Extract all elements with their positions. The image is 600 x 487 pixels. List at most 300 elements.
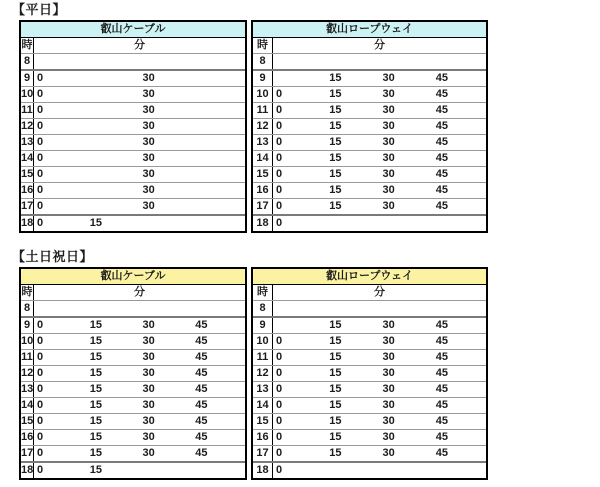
table-body: [21, 301, 245, 478]
minute-cell: 15: [329, 367, 342, 379]
minute-cells: [273, 87, 486, 102]
minute-cell: 45: [435, 335, 448, 347]
minute-cell: 45: [435, 367, 448, 379]
timetable-row-hour-18: [21, 216, 245, 231]
minute-cell: 0: [276, 184, 283, 196]
minute-cell: [87, 87, 140, 102]
minute-cell: 45: [435, 184, 448, 196]
hour-cell: 13: [253, 382, 273, 397]
minute-cells: [273, 167, 486, 182]
minute-cell: 15: [329, 88, 342, 100]
table-body: [253, 54, 486, 231]
minute-cell: 30: [382, 447, 395, 459]
minute-cell: [140, 463, 193, 478]
hour-cell: 10: [21, 88, 34, 100]
minute-cell: [273, 318, 326, 333]
minute-cell: [273, 54, 326, 69]
minute-cell: 30: [382, 168, 395, 180]
minute-cell: 0: [37, 184, 44, 196]
timetable-row-hour-16: [253, 183, 486, 199]
hour-cell: 9: [253, 318, 273, 333]
minute-cell: 30: [142, 319, 155, 331]
section-title-weekday: 【平日】: [12, 2, 67, 17]
table-subheader: [21, 285, 245, 301]
minute-cell: 30: [142, 152, 155, 164]
minute-cells: [34, 430, 245, 445]
hour-cell: 11: [21, 104, 33, 116]
table-title-eizan-ropeway: 叡山ロープウェイ: [253, 269, 486, 285]
minute-cell: 15: [89, 431, 102, 443]
minute-cell: 15: [329, 152, 342, 164]
minute-cell: [326, 463, 379, 478]
minute-cell: 30: [142, 168, 155, 180]
weekday-eizan-ropeway-table: [251, 20, 488, 233]
minute-cell: 15: [329, 72, 342, 84]
minute-cell: 15: [329, 383, 342, 395]
section-weekday: [0, 2, 600, 233]
timetable-row-hour-12: [21, 119, 245, 135]
minute-cell: 0: [276, 335, 283, 347]
minute-cell: [192, 463, 245, 478]
minute-cells: [273, 151, 486, 166]
hour-cell: 12: [21, 120, 34, 132]
minute-cell: 15: [89, 351, 102, 363]
hour-cell: 12: [253, 119, 273, 134]
minute-cell: 45: [435, 104, 448, 116]
minute-cell: 30: [142, 104, 155, 116]
minute-cell: 0: [37, 152, 44, 164]
table-subheader: [253, 38, 486, 54]
minute-cell: [34, 54, 87, 69]
section-holiday: [0, 249, 600, 480]
minute-cell: 0: [37, 351, 44, 363]
hour-cell: 15: [253, 414, 273, 429]
minute-cell: [273, 71, 326, 86]
minute-cells: [34, 414, 245, 429]
table-body: [253, 301, 486, 478]
minute-cell: 45: [435, 399, 448, 411]
minute-cells: [34, 151, 245, 166]
minute-cells: [273, 446, 486, 461]
minute-cells: [273, 366, 486, 381]
hour-cell: 11: [253, 103, 273, 118]
minute-cell: 0: [276, 200, 283, 212]
minute-cell: 0: [276, 415, 283, 427]
minute-cell: [87, 135, 140, 150]
timetable-row-hour-14: [253, 151, 486, 167]
hour-cell: 12: [21, 367, 34, 379]
table-body: [21, 54, 245, 231]
minute-cell: 0: [276, 104, 283, 116]
minute-cell: 0: [37, 217, 44, 229]
minute-cell: 0: [276, 217, 283, 229]
hour-cell: 12: [253, 366, 273, 381]
hour-cell: 16: [253, 183, 273, 198]
table-title-eizan-ropeway: 叡山ロープウェイ: [253, 22, 486, 38]
timetable-row-hour-12: [21, 366, 245, 382]
minute-cell: 30: [382, 136, 395, 148]
timetable-row-hour-9: [21, 318, 245, 334]
minute-cells: [34, 183, 245, 198]
hour-cell: 11: [21, 351, 33, 363]
hour-cell: 14: [253, 151, 273, 166]
weekday-tables: [19, 20, 600, 233]
hour-cell: 8: [21, 54, 34, 69]
minute-cells: [34, 87, 245, 102]
hour-cell: 15: [21, 168, 34, 180]
minute-cells: [34, 301, 245, 316]
minute-cell: [87, 151, 140, 166]
minute-cell: 0: [37, 319, 44, 331]
minute-cell: 15: [329, 447, 342, 459]
timetable-row-hour-10: [253, 87, 486, 103]
minute-column-label: 分: [134, 39, 145, 51]
minute-cell: 30: [142, 367, 155, 379]
timetable-row-hour-16: [253, 430, 486, 446]
minute-cell: 15: [329, 431, 342, 443]
minute-cell: 15: [329, 319, 342, 331]
minute-cell: 15: [89, 447, 102, 459]
minute-cell: 30: [382, 383, 395, 395]
hour-cell: 8: [253, 301, 273, 316]
minute-cell: 0: [276, 120, 283, 132]
timetable-row-hour-15: [253, 414, 486, 430]
minute-cells: [34, 350, 245, 365]
minute-cell: 15: [329, 351, 342, 363]
timetable-row-hour-8: [21, 54, 245, 71]
timetable-row-hour-12: [253, 366, 486, 382]
minute-cell: 15: [329, 136, 342, 148]
hour-cell: 13: [253, 135, 273, 150]
minute-cell: [380, 301, 433, 316]
minute-cell: [380, 54, 433, 69]
timetable-row-hour-9: [253, 318, 486, 334]
timetable-row-hour-17: [21, 199, 245, 216]
minute-cell: 0: [37, 383, 44, 395]
timetable-row-hour-11: [253, 103, 486, 119]
minute-cells: [34, 167, 245, 182]
weekday-eizan-cable-table: [19, 20, 247, 233]
minute-cell: 15: [329, 104, 342, 116]
hour-cell: 10: [21, 335, 34, 347]
minute-cell: [192, 199, 245, 214]
minute-cell: [140, 54, 193, 69]
minute-cell: [140, 216, 193, 231]
minute-cell: 30: [142, 431, 155, 443]
minute-cell: 45: [435, 120, 448, 132]
minute-cell: 30: [382, 335, 395, 347]
minute-cells: [34, 318, 245, 333]
minute-cell: 45: [435, 168, 448, 180]
hour-cell: 18: [253, 463, 273, 478]
holiday-tables: [19, 267, 600, 480]
holiday-eizan-cable-table: [19, 267, 247, 480]
minute-cell: 15: [329, 184, 342, 196]
minute-cell: 30: [382, 367, 395, 379]
minute-cells: [273, 183, 486, 198]
minute-cells: [34, 382, 245, 397]
minute-cell: 45: [435, 447, 448, 459]
minute-cell: 30: [382, 184, 395, 196]
minute-cell: 15: [89, 415, 102, 427]
minute-cell: 30: [142, 184, 155, 196]
timetable-row-hour-17: [253, 199, 486, 216]
hour-cell: 8: [253, 54, 273, 69]
timetable-row-hour-18: [253, 216, 486, 231]
hour-cell: 13: [21, 136, 34, 148]
hour-cell: 18: [21, 217, 34, 229]
minute-cell: [140, 301, 193, 316]
minute-cell: 45: [195, 319, 208, 331]
minute-cell: 0: [37, 367, 44, 379]
minute-cell: [192, 151, 245, 166]
minute-cell: [192, 301, 245, 316]
minute-cells: [273, 54, 486, 69]
minute-cells: [273, 71, 486, 86]
minute-cell: 30: [382, 399, 395, 411]
minute-cell: [433, 54, 486, 69]
minute-cell: 30: [142, 415, 155, 427]
hour-cell: 8: [21, 301, 34, 316]
minute-cell: 0: [37, 335, 44, 347]
timetable-row-hour-15: [253, 167, 486, 183]
minute-cell: [380, 216, 433, 231]
timetable-row-hour-13: [253, 382, 486, 398]
timetable-row-hour-18: [253, 463, 486, 478]
minute-cells: [273, 318, 486, 333]
minute-cell: 0: [276, 168, 283, 180]
minute-cell: [192, 87, 245, 102]
minute-cell: 30: [142, 447, 155, 459]
minute-cell: 30: [382, 72, 395, 84]
minute-cell: 15: [329, 335, 342, 347]
timetable-row-hour-11: [253, 350, 486, 366]
minute-cell: [87, 119, 140, 134]
minute-cells: [34, 135, 245, 150]
hour-cell: 14: [21, 152, 34, 164]
minute-cells: [273, 463, 486, 478]
minute-cell: [192, 71, 245, 86]
minute-cell: 0: [37, 415, 44, 427]
minute-cell: [87, 199, 140, 214]
minute-cell: [192, 183, 245, 198]
hour-cell: 16: [21, 184, 34, 196]
hour-cell: 9: [21, 318, 34, 333]
minute-cell: [326, 216, 379, 231]
minute-column-label: 分: [134, 286, 145, 298]
minute-cell: 0: [37, 168, 44, 180]
hour-cell: 14: [253, 398, 273, 413]
minute-cell: 0: [37, 72, 44, 84]
timetable-row-hour-14: [21, 398, 245, 414]
minute-cell: 45: [435, 383, 448, 395]
minute-cell: 30: [142, 335, 155, 347]
hour-column-label: 時: [253, 38, 273, 53]
minute-cell: 0: [37, 104, 44, 116]
minute-cells: [273, 103, 486, 118]
minute-cell: 45: [435, 415, 448, 427]
timetable-row-hour-11: [21, 103, 245, 119]
minute-cell: [433, 216, 486, 231]
minute-cell: 30: [142, 88, 155, 100]
minute-cell: 30: [382, 431, 395, 443]
hour-cell: 17: [253, 199, 273, 214]
minute-cell: 0: [276, 447, 283, 459]
minute-cells: [273, 301, 486, 316]
minute-cell: 30: [142, 200, 155, 212]
minute-cell: 30: [382, 200, 395, 212]
minute-cell: 30: [142, 351, 155, 363]
minute-cells: [34, 366, 245, 381]
timetable-row-hour-11: [21, 350, 245, 366]
minute-cell: 45: [435, 88, 448, 100]
minute-cells: [34, 103, 245, 118]
timetable-row-hour-14: [21, 151, 245, 167]
minute-cell: 30: [382, 88, 395, 100]
hour-cell: 15: [21, 415, 34, 427]
minute-cell: 30: [142, 136, 155, 148]
minute-cells: [273, 135, 486, 150]
minute-cell: 15: [89, 399, 102, 411]
minute-cell: 30: [382, 104, 395, 116]
holiday-eizan-ropeway-table: [251, 267, 488, 480]
minute-cells: [273, 430, 486, 445]
minute-cell: 0: [276, 351, 283, 363]
hour-cell: 11: [253, 350, 273, 365]
minute-cell: 15: [89, 319, 102, 331]
minute-cells: [273, 382, 486, 397]
minute-cell: 45: [195, 351, 208, 363]
hour-cell: 17: [21, 200, 34, 212]
table-title-eizan-cable: 叡山ケーブル: [21, 22, 245, 38]
minute-cell: 30: [382, 415, 395, 427]
hour-cell: 16: [253, 430, 273, 445]
minute-cells: [273, 199, 486, 214]
minute-cell: [380, 463, 433, 478]
minute-cells: [34, 119, 245, 134]
minute-cell: 45: [435, 136, 448, 148]
timetable-row-hour-17: [253, 446, 486, 463]
timetable-row-hour-8: [21, 301, 245, 318]
minute-cell: 15: [89, 335, 102, 347]
minute-cell: 15: [329, 415, 342, 427]
minute-cell: 0: [276, 383, 283, 395]
minute-cell: 30: [142, 120, 155, 132]
timetable-row-hour-13: [21, 135, 245, 151]
timetable-row-hour-10: [253, 334, 486, 350]
minute-cell: 0: [37, 447, 44, 459]
minute-cell: [192, 167, 245, 182]
timetable-row-hour-18: [21, 463, 245, 478]
minute-cell: 45: [195, 399, 208, 411]
minute-cell: [326, 301, 379, 316]
minute-cell: 45: [195, 335, 208, 347]
minute-cell: 15: [89, 383, 102, 395]
hour-cell: 17: [253, 446, 273, 461]
minute-cell: [87, 301, 140, 316]
minute-cells: [273, 334, 486, 349]
minute-cell: 30: [142, 399, 155, 411]
minute-cells: [34, 216, 245, 231]
timetable-row-hour-15: [21, 414, 245, 430]
timetable-row-hour-16: [21, 183, 245, 199]
minute-cell: 45: [435, 200, 448, 212]
minute-cell: 0: [276, 136, 283, 148]
minute-cell: 45: [195, 383, 208, 395]
hour-column-label: 時: [253, 285, 273, 300]
minute-cell: 0: [276, 464, 283, 476]
minute-cell: 15: [89, 464, 102, 476]
minute-cell: [87, 103, 140, 118]
minute-column-label: 分: [374, 39, 385, 51]
minute-cells: [273, 398, 486, 413]
minute-cell: 0: [37, 136, 44, 148]
minute-cell: [192, 54, 245, 69]
hour-cell: 13: [21, 383, 34, 395]
timetable-row-hour-16: [21, 430, 245, 446]
minute-cell: 0: [37, 431, 44, 443]
minute-cell: 30: [142, 72, 155, 84]
minute-cell: 15: [329, 168, 342, 180]
minute-cell: [273, 301, 326, 316]
minute-cell: 0: [37, 399, 44, 411]
table-subheader: [21, 38, 245, 54]
timetable-row-hour-9: [21, 71, 245, 87]
section-title-holiday: 【土日祝日】: [12, 249, 94, 264]
timetable-row-hour-13: [21, 382, 245, 398]
timetable-row-hour-8: [253, 301, 486, 318]
minute-cell: [87, 167, 140, 182]
table-title-eizan-cable: 叡山ケーブル: [21, 269, 245, 285]
minute-cells: [273, 350, 486, 365]
minute-cell: [433, 301, 486, 316]
minute-cells: [34, 71, 245, 86]
minute-cell: [87, 71, 140, 86]
minute-cell: [87, 54, 140, 69]
minute-cell: 15: [89, 367, 102, 379]
minute-cell: 0: [276, 431, 283, 443]
minute-cell: 30: [382, 120, 395, 132]
minute-cell: 45: [195, 447, 208, 459]
minute-cells: [273, 216, 486, 231]
hour-cell: 17: [21, 447, 34, 459]
minute-cell: [34, 301, 87, 316]
minute-cells: [34, 446, 245, 461]
minute-cells: [34, 334, 245, 349]
minute-column-label: 分: [374, 286, 385, 298]
minute-cell: [433, 463, 486, 478]
hour-column-label: 時: [21, 286, 33, 298]
minute-cell: 30: [382, 152, 395, 164]
timetable-row-hour-13: [253, 135, 486, 151]
minute-cell: [87, 183, 140, 198]
minute-cell: 45: [435, 351, 448, 363]
timetable-row-hour-9: [253, 71, 486, 87]
minute-cell: 0: [276, 367, 283, 379]
minute-cell: [192, 103, 245, 118]
hour-cell: 14: [21, 399, 34, 411]
hour-cell: 18: [253, 216, 273, 231]
minute-cell: 30: [382, 351, 395, 363]
hour-cell: 15: [253, 167, 273, 182]
timetable-row-hour-14: [253, 398, 486, 414]
minute-cells: [273, 119, 486, 134]
minute-cells: [34, 54, 245, 69]
minute-cell: [192, 216, 245, 231]
minute-cell: 30: [382, 319, 395, 331]
hour-column-label: 時: [21, 39, 33, 51]
minute-cell: 45: [435, 319, 448, 331]
